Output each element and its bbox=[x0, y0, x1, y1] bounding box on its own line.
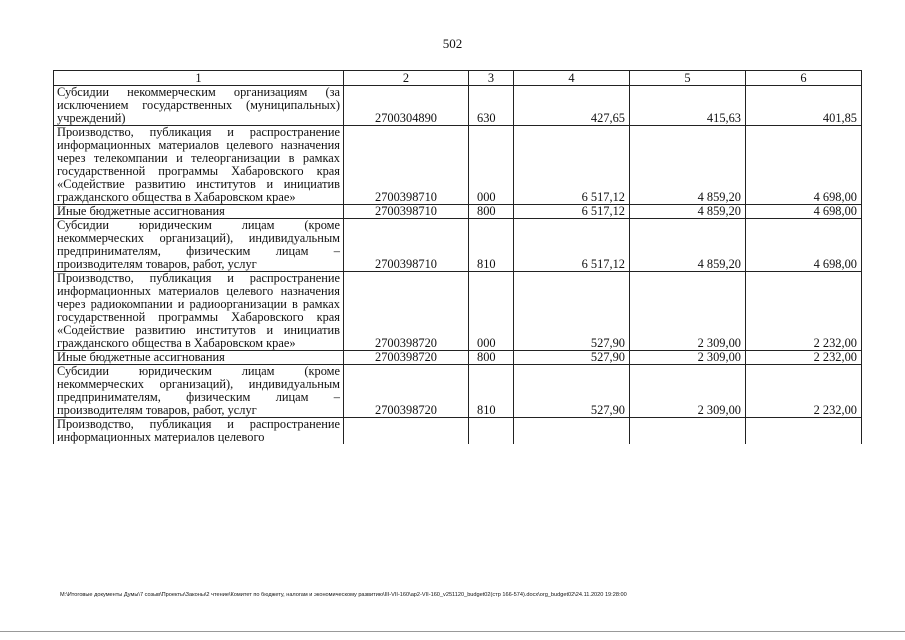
row-type-cell bbox=[469, 418, 514, 445]
row-amount-cell: 6 517,12 bbox=[514, 205, 630, 219]
row-name-cell: Производство, публикация и распространение информационных материалов целевого назначения через радиокомпании и радиоорганизации в рамках государственной программы Хабаровского края «Содействие развитию институтов и инициатив гражданского общества в Хабаровском крае» bbox=[54, 272, 344, 351]
row-name-cell: Иные бюджетные ассигнования bbox=[54, 205, 344, 219]
row-type-cell: 000 bbox=[469, 272, 514, 351]
row-type-cell: 800 bbox=[469, 351, 514, 365]
row-amount-cell: 2 309,00 bbox=[630, 365, 746, 418]
table-row bbox=[54, 86, 862, 126]
row-amount-cell: 2 309,00 bbox=[630, 272, 746, 351]
column-header: 2 bbox=[344, 71, 469, 86]
row-amount-cell bbox=[514, 418, 630, 445]
column-header: 3 bbox=[469, 71, 514, 86]
row-type-cell: 810 bbox=[469, 365, 514, 418]
row-amount-cell bbox=[630, 418, 746, 445]
table-header-row bbox=[54, 71, 862, 86]
row-name-cell: Субсидии некоммерческим организациям (за исключением государственных (муниципальных) учреждений) bbox=[54, 86, 344, 126]
row-type-cell: 800 bbox=[469, 205, 514, 219]
row-amount-cell: 415,63 bbox=[630, 86, 746, 126]
row-code-cell: 2700398720 bbox=[344, 365, 469, 418]
row-code-cell: 2700398710 bbox=[344, 205, 469, 219]
row-amount-cell: 527,90 bbox=[514, 272, 630, 351]
row-amount-cell: 4 698,00 bbox=[746, 219, 862, 272]
row-code-cell: 2700398720 bbox=[344, 272, 469, 351]
budget-table bbox=[53, 70, 862, 444]
row-code-cell: 2700398710 bbox=[344, 219, 469, 272]
table-row bbox=[54, 365, 862, 418]
row-type-cell: 630 bbox=[469, 86, 514, 126]
row-amount-cell: 427,65 bbox=[514, 86, 630, 126]
row-amount-cell: 2 232,00 bbox=[746, 351, 862, 365]
column-header: 4 bbox=[514, 71, 630, 86]
row-amount-cell: 4 698,00 bbox=[746, 205, 862, 219]
table-row bbox=[54, 205, 862, 219]
row-type-cell: 000 bbox=[469, 126, 514, 205]
row-amount-cell: 6 517,12 bbox=[514, 126, 630, 205]
row-name-cell: Иные бюджетные ассигнования bbox=[54, 351, 344, 365]
table-row bbox=[54, 219, 862, 272]
row-type-cell: 810 bbox=[469, 219, 514, 272]
column-header: 6 bbox=[746, 71, 862, 86]
table-row bbox=[54, 272, 862, 351]
row-name-cell: Субсидии юридическим лицам (кроме некоммерческих организаций), индивидуальным предпринимателям, физическим лицам – производителям товаров, работ, услуг bbox=[54, 219, 344, 272]
row-name-cell: Субсидии юридическим лицам (кроме некоммерческих организаций), индивидуальным предпринимателям, физическим лицам – производителям товаров, работ, услуг bbox=[54, 365, 344, 418]
table-row bbox=[54, 126, 862, 205]
column-header: 1 bbox=[54, 71, 344, 86]
table-row bbox=[54, 351, 862, 365]
row-amount-cell: 4 859,20 bbox=[630, 205, 746, 219]
page-number: 502 bbox=[442, 36, 463, 51]
row-code-cell: 2700398710 bbox=[344, 126, 469, 205]
row-name-cell: Производство, публикация и распространение информационных материалов целевого назначения через телекомпании и телеорганизации в рамках государственной программы Хабаровского края «Содействие развитию институтов и инициатив гражданского общества в Хабаровском крае» bbox=[54, 126, 344, 205]
row-amount-cell: 401,85 bbox=[746, 86, 862, 126]
row-amount-cell: 4 859,20 bbox=[630, 219, 746, 272]
row-amount-cell: 527,90 bbox=[514, 351, 630, 365]
row-amount-cell: 2 232,00 bbox=[746, 272, 862, 351]
table-row bbox=[54, 418, 862, 445]
row-amount-cell: 2 232,00 bbox=[746, 365, 862, 418]
column-header: 5 bbox=[630, 71, 746, 86]
footer-file-path: M:\Итоговые документы Думы\7 созыв\Проекты\Законы\2 чтение\Комитет по бюджету, налогам и экономическому развитию\III-VII-160\ap2-VII-160_v251120_budget02(стр 166-574).docx\org_budget02\24.11.2020 19:28:00 bbox=[60, 592, 627, 598]
row-amount-cell: 527,90 bbox=[514, 365, 630, 418]
row-name-cell: Производство, публикация и распространение информационных материалов целевого bbox=[54, 418, 344, 445]
row-amount-cell: 2 309,00 bbox=[630, 351, 746, 365]
row-amount-cell: 6 517,12 bbox=[514, 219, 630, 272]
row-code-cell bbox=[344, 418, 469, 445]
row-code-cell: 2700304890 bbox=[344, 86, 469, 126]
row-amount-cell: 4 859,20 bbox=[630, 126, 746, 205]
page-bottom-rule bbox=[0, 631, 905, 632]
row-amount-cell bbox=[746, 418, 862, 445]
row-amount-cell: 4 698,00 bbox=[746, 126, 862, 205]
row-code-cell: 2700398720 bbox=[344, 351, 469, 365]
